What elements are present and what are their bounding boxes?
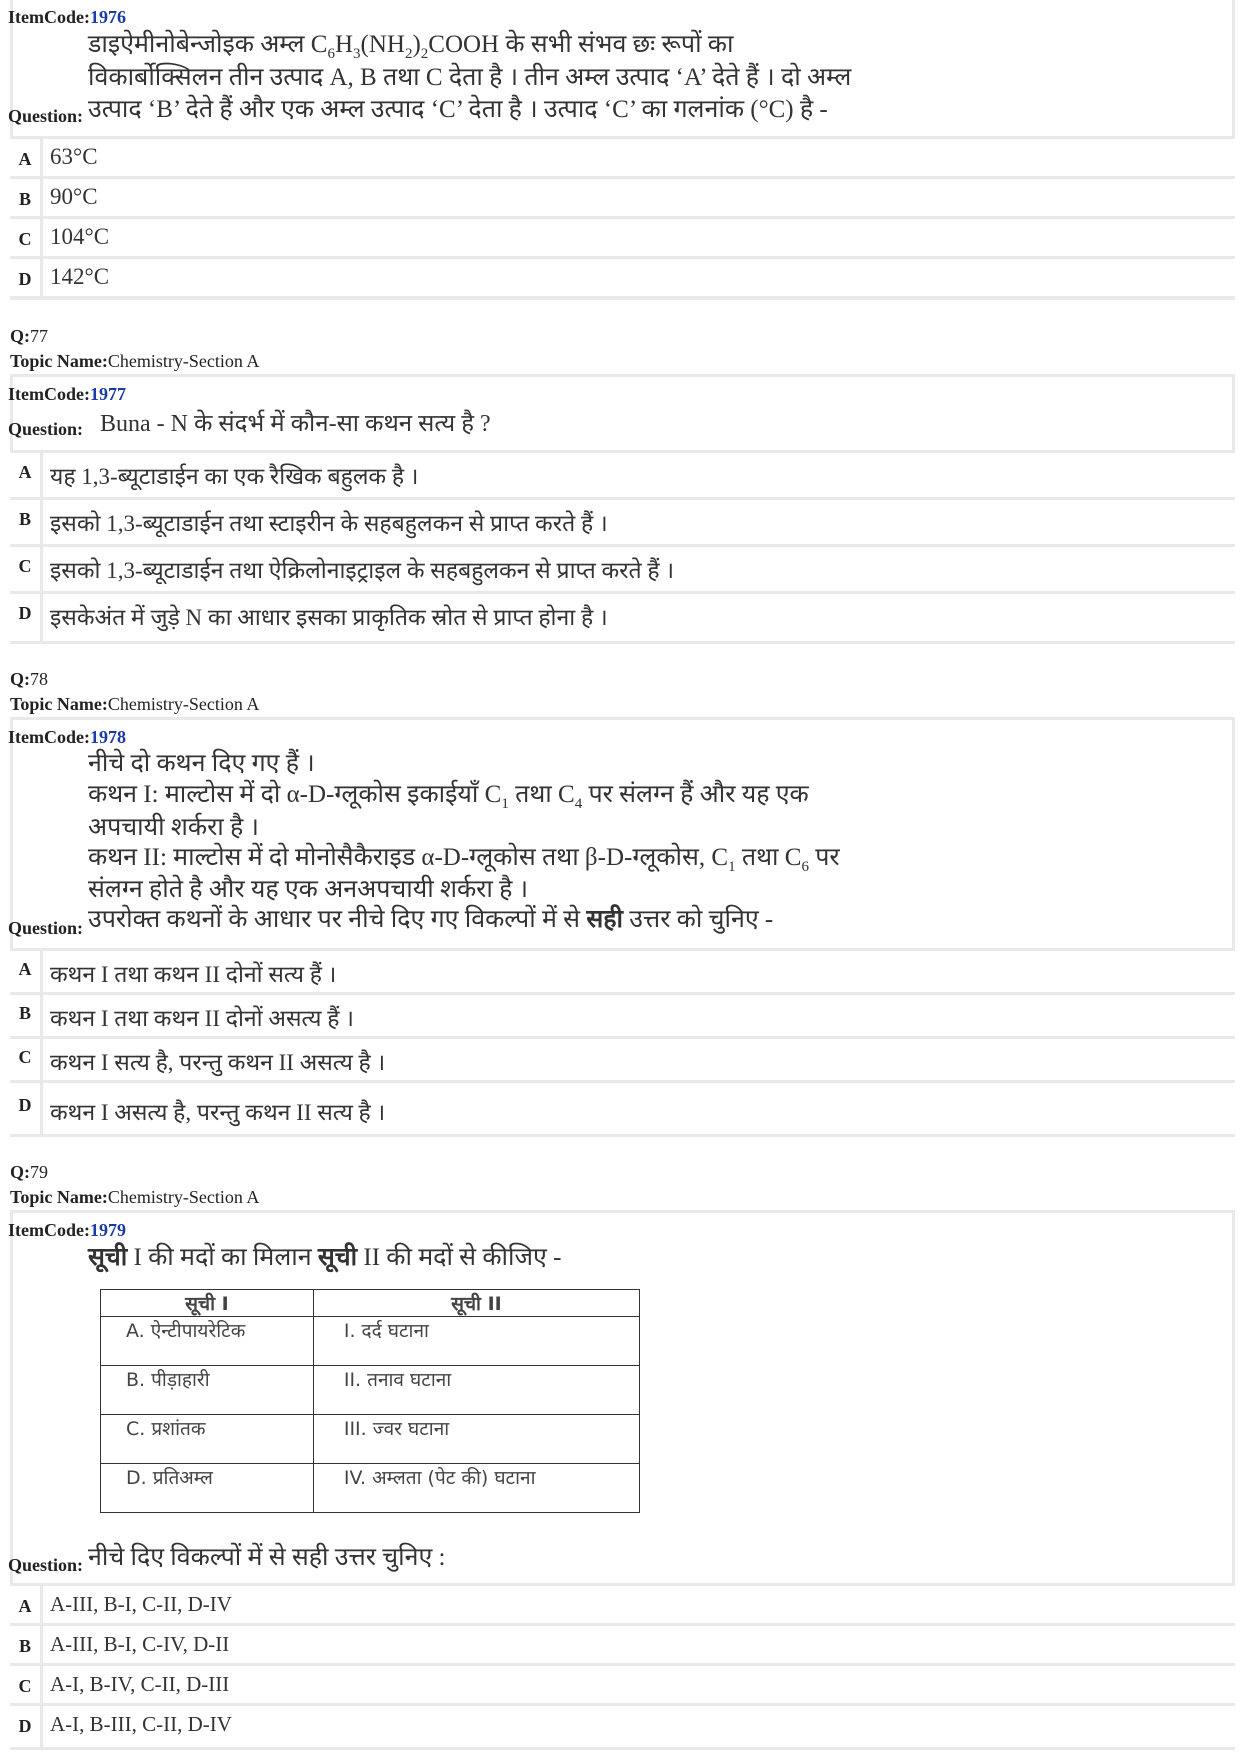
option-letter: A xyxy=(10,139,43,176)
option-text: कथन I असत्य है, परन्तु कथन II सत्य है । xyxy=(50,1100,386,1125)
question-text-line: डाइऐमीनोबेन्जोइक अम्ल $C_6H_3(NH_2)_2COOH$ के सभी संभव छः रूपों का xyxy=(88,31,734,62)
option-c[interactable] xyxy=(10,1663,1235,1703)
topic-name: Topic Name:Chemistry-Section A xyxy=(10,694,260,714)
option-b[interactable] xyxy=(10,992,1235,1036)
question-label: Question: xyxy=(8,918,84,938)
option-d[interactable] xyxy=(10,591,1235,641)
match-table xyxy=(100,1289,640,1513)
option-letter: B xyxy=(10,995,43,1036)
question-text-line: कथन II: माल्टोस में दो मोनोसैकैराइड α-D-ग्लूकोस तथा β-D-ग्लूकोस, $C_1$ तथा $C_6$ पर xyxy=(88,844,840,875)
option-text: इसकेअंत में जुड़े N का आधार इसका प्राकृतिक स्रोत से प्राप्त होना है । xyxy=(50,605,608,630)
option-letter: C xyxy=(10,1666,43,1703)
item-code-value: 1976 xyxy=(89,7,126,27)
option-letter: A xyxy=(10,453,43,497)
option-text: 90°C xyxy=(50,184,98,209)
question-text-line: कथन I: माल्टोस में दो α-D-ग्लूकोस इकाईयाँ $C_1$ तथा $C_4$ पर संलग्न हैं और यह एक xyxy=(88,781,809,812)
topic-name: Topic Name:Chemistry-Section A xyxy=(10,351,260,371)
option-c[interactable] xyxy=(10,216,1235,256)
option-text: A-III, B-I, C-II, D-IV xyxy=(50,1592,232,1616)
option-text: इसको 1,3-ब्यूटाडाईन तथा स्टाइरीन के सहबहुलकन से प्राप्त करते हैं । xyxy=(50,511,608,536)
question-label: Question: xyxy=(8,1555,84,1575)
option-letter: D xyxy=(10,259,43,296)
option-text: 63°C xyxy=(50,144,98,169)
option-text: इसको 1,3-ब्यूटाडाईन तथा ऐक्रिलोनाइट्राइल के सहबहुलकन से प्राप्त करते हैं । xyxy=(50,558,675,583)
table-row xyxy=(101,1464,640,1513)
option-d[interactable] xyxy=(10,1703,1235,1747)
item-code-row: ItemCode:1979 xyxy=(8,1220,126,1240)
option-text: कथन I सत्य है, परन्तु कथन II असत्य है । xyxy=(50,1050,386,1075)
item-code-row: ItemCode:1978 xyxy=(8,727,126,747)
table-cell: IV. अम्लता (पेट की) घटाना xyxy=(313,1464,639,1513)
question-text-line: नीचे दो कथन दिए गए हैं । xyxy=(88,750,315,777)
column-header: सूची II xyxy=(313,1290,639,1317)
option-a[interactable] xyxy=(10,1583,1235,1623)
question-text: नीचे दिए विकल्पों में से सही उत्तर चुनिए : xyxy=(88,1544,446,1571)
option-text: A-I, B-III, C-II, D-IV xyxy=(50,1712,232,1736)
question-text-line: उत्पाद ‘B’ देते हैं और एक अम्ल उत्पाद ‘C’ देता है । उत्पाद ‘C’ का गलनांक (°C) है - xyxy=(88,96,828,123)
topic-name: Topic Name:Chemistry-Section A xyxy=(10,1187,260,1207)
column-header: सूची I xyxy=(101,1290,314,1317)
question-intro: सूची I की मदों का मिलान सूची II की मदों से कीजिए - xyxy=(88,1244,562,1271)
question-label: Question: xyxy=(8,106,84,126)
option-text: यह 1,3-ब्यूटाडाईन का एक रैखिक बहुलक है । xyxy=(50,464,419,489)
option-letter: C xyxy=(10,219,43,256)
table-cell: B. पीड़ाहारी xyxy=(101,1366,314,1415)
table-cell: C. प्रशांतक xyxy=(101,1415,314,1464)
option-letter: A xyxy=(10,1586,43,1623)
table-cell: D. प्रतिअम्ल xyxy=(101,1464,314,1513)
option-letter: B xyxy=(10,179,43,216)
table-row xyxy=(101,1366,640,1415)
question-text-line: अपचायी शर्करा है । xyxy=(88,814,260,841)
question-number: Q:77 xyxy=(10,326,48,346)
option-d[interactable] xyxy=(10,1080,1235,1134)
option-letter: B xyxy=(10,500,43,544)
option-c[interactable] xyxy=(10,1036,1235,1080)
option-a[interactable] xyxy=(10,948,1235,992)
option-a[interactable] xyxy=(10,136,1235,176)
question-number: Q:78 xyxy=(10,669,48,689)
table-row xyxy=(101,1317,640,1366)
item-code-row: ItemCode:1977 xyxy=(8,384,126,404)
option-letter: D xyxy=(10,1706,43,1747)
option-a[interactable] xyxy=(10,450,1235,497)
option-letter: C xyxy=(10,547,43,591)
table-row xyxy=(101,1415,640,1464)
table-cell: III. ज्वर घटाना xyxy=(313,1415,639,1464)
option-b[interactable] xyxy=(10,1623,1235,1663)
option-text: A-III, B-I, C-IV, D-II xyxy=(50,1632,230,1656)
question-text: Buna - N के संदर्भ में कौन-सा कथन सत्य है ? xyxy=(100,411,491,437)
option-text: कथन I तथा कथन II दोनों असत्य हैं । xyxy=(50,1006,354,1031)
question-label: Question: xyxy=(8,419,84,439)
option-d[interactable] xyxy=(10,256,1235,296)
question-number: Q:79 xyxy=(10,1162,48,1182)
option-c[interactable] xyxy=(10,544,1235,591)
item-code-row xyxy=(8,7,126,28)
question-text-line: संलग्न होते है और यह एक अनअपचायी शर्करा है । xyxy=(88,876,529,903)
option-text: 104°C xyxy=(50,224,110,249)
option-letter: D xyxy=(10,594,43,641)
table-cell: II. तनाव घटाना xyxy=(313,1366,639,1415)
table-cell: I. दर्द घटाना xyxy=(313,1317,639,1366)
option-text: 142°C xyxy=(50,264,110,289)
option-text: A-I, B-IV, C-II, D-III xyxy=(50,1672,230,1696)
option-text: कथन I तथा कथन II दोनों सत्य हैं । xyxy=(50,962,337,987)
table-cell: A. ऐन्टीपायरेटिक xyxy=(101,1317,314,1366)
table-header-row xyxy=(101,1290,640,1317)
question-text-line: उपरोक्त कथनों के आधार पर नीचे दिए गए विकल्पों में से सही उत्तर को चुनिए - xyxy=(88,906,774,933)
option-letter: D xyxy=(10,1083,43,1134)
option-letter: A xyxy=(10,951,43,992)
option-letter: B xyxy=(10,1626,43,1663)
option-b[interactable] xyxy=(10,497,1235,544)
item-code-label: ItemCode: xyxy=(8,7,90,27)
option-letter: C xyxy=(10,1039,43,1080)
option-b[interactable] xyxy=(10,176,1235,216)
question-text-line: विकार्बोक्सिलन तीन उत्पाद A, B तथा C देता है । तीन अम्ल उत्पाद ‘A’ देते हैं । दो अम्ल xyxy=(88,64,852,91)
